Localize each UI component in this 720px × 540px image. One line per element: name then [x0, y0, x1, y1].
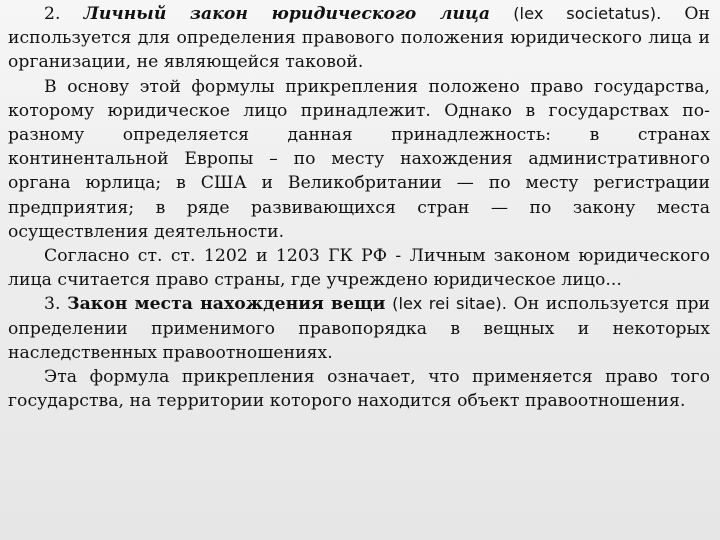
paragraph-civil-code [8, 244, 710, 292]
paragraph-text: Он используется при определении применимого правопорядка в вещных и некоторых наследственных правоотношениях. [8, 294, 711, 363]
paragraph-basis [8, 75, 710, 244]
term-heading: Закон места нахождения вещи [67, 294, 386, 315]
latin-term: (lex rei sitae). [392, 294, 507, 314]
item-number: 2. [44, 4, 61, 24]
paragraph-text: Эта формула прикрепления означает, что применяется право того государства, на территории которого находится объект правоотношения. [8, 367, 710, 412]
item-number: 3. [44, 294, 61, 315]
paragraph-formula-meaning [8, 365, 710, 413]
paragraph-text: Он используется для определения правового положения юридического лица и организации, не являющейся таковой. [8, 4, 711, 73]
latin-term: (lex societatus). [513, 4, 662, 23]
paragraph-text: В основу этой формулы прикрепления положено право государства, которому юридическое лицо принадлежит. Однако в государствах по-разному определяется данная принадлежность: в странах континентальной Европы – по месту нахождения административного органа юрлица; в США и Великобритании — по месту регистрации предприятия; в ряде развивающихся стран — по закону места осуществления деятельности. [8, 76, 710, 242]
paragraph-lex-rei-sitae [8, 292, 710, 365]
paragraph-text: Согласно ст. ст. 1202 и 1203 ГК РФ - Личным законом юридического лица считается право страны, где учреждено юридическое лицо... [8, 246, 710, 291]
term-heading: Личный закон юридического лица [83, 4, 491, 24]
paragraph-personal-law-legal-entity [8, 2, 710, 75]
